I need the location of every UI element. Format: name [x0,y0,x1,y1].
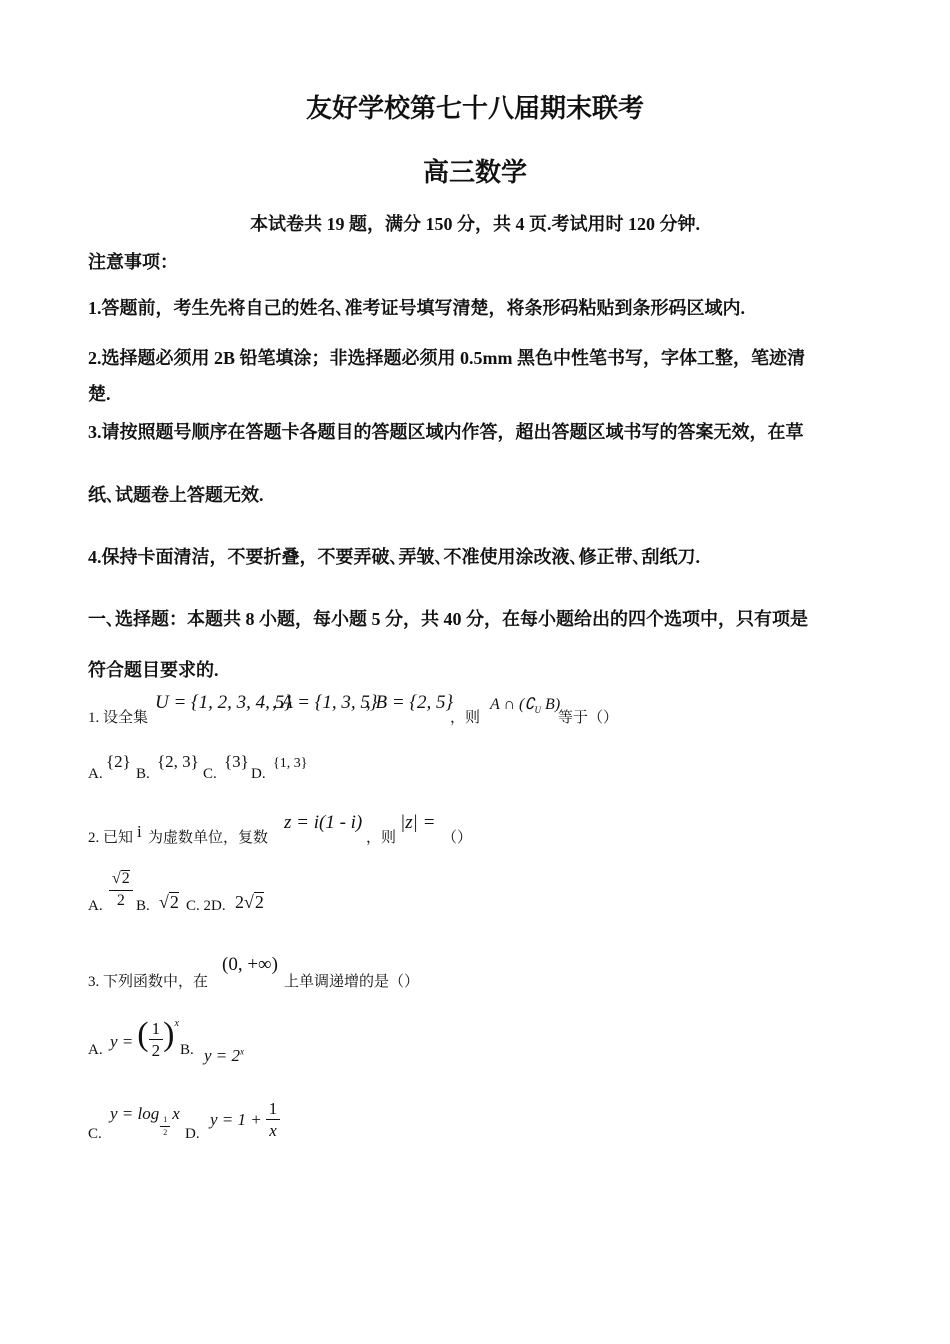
q2-option-d: 2√2 [235,892,264,912]
q3-option-d-label: D. [185,1126,200,1142]
q2-then: ，则 [366,830,397,846]
note-item-1: 1.答题前，考生先将自己的姓名､准考证号填写清楚，将条形码粘贴到条形码区域内. [88,298,745,318]
q2-imaginary-unit: i [137,822,142,841]
q1-suffix: 等于（） [558,710,619,726]
question-2-prefix: 2. 已知 [88,830,134,846]
section-heading-line1: 一､选择题：本题共 8 小题，每小题 5 分，共 40 分，在每小题给出的四个选项中，只有项是 [88,609,808,629]
q2-middle-text: 为虚数单位，复数 [148,830,269,846]
q3-suffix: 上单调递增的是（） [284,974,420,990]
q3-interval: (0, +∞) [222,954,278,975]
q2-abs-expression: |z| = [400,812,436,833]
q1-option-d-label: D. [251,766,266,782]
question-3-prefix: 3. 下列函数中，在 [88,974,209,990]
exam-title: 友好学校第七十八届期末联考 [305,94,644,123]
q2-option-b-label: B. [136,898,150,914]
q1-set-u: U = {1, 2, 3, 4, 5} [155,692,292,713]
q2-suffix: （） [442,830,473,846]
exam-subtitle: 高三数学 [422,158,527,187]
exam-info: 本试卷共 19 题，满分 150 分，共 4 页.考试用时 120 分钟. [250,214,700,234]
q3-option-a-label: A. [88,1042,103,1058]
q2-option-b: √2 [159,892,179,912]
note-item-4: 4.保持卡面清洁，不要折叠，不要弄破､弄皱､不准使用涂改液､修正带､刮纸刀. [88,547,700,567]
q1-option-a: {2} [106,752,131,771]
q1-option-b: {2, 3} [157,752,199,771]
section-heading-line2: 符合题目要求的. [88,660,219,680]
note-item-3-line1: 3.请按照题号顺序在答题卡各题目的答题区域内作答，超出答题区域书写的答案无效，在草 [88,422,804,442]
q1-option-d: {1, 3} [273,756,308,771]
q2-option-a-label: A. [88,898,103,914]
note-item-3-line2: 纸､试题卷上答题无效. [88,485,264,505]
q1-option-a-label: A. [88,766,103,782]
q1-set-a: , A = {1, 3, 5} [272,692,378,713]
question-1-prefix: 1. 设全集 [88,710,149,726]
note-item-2-line2: 楚. [88,384,111,404]
note-item-2-line1: 2.选择题必须用 2B 铅笔填涂；非选择题必须用 0.5mm 黑色中性笔书写，字体工整，笔迹清 [88,348,805,368]
q1-option-c: {3} [224,752,249,771]
q3-option-c-label: C. [88,1126,102,1142]
q2-option-a: $\frac{√2}{2}$ [109,870,133,909]
q2-option-c-d-label: C. 2D. [186,898,226,914]
notes-heading: 注意事项： [88,252,178,272]
q1-expression: A ∩ ($∁_U$ B) [490,696,561,716]
q3-option-d: y = 1 + $\frac{1}{x}$ [210,1100,280,1139]
q1-set-b: , B = {2, 5} [366,692,454,713]
q1-then: ，则 [450,710,481,726]
q3-option-b-label: B. [180,1042,194,1058]
q3-option-a: y = ( $\frac{1}{2}$ ) x [110,1016,179,1060]
q2-z-expression: z = i(1 - i) [284,812,363,833]
q3-option-b: $y = 2^x$ [204,1046,245,1065]
q1-option-b-label: B. [136,766,150,782]
q1-option-c-label: C. [203,766,217,782]
q3-option-c: y = log $\frac{1}{2}$ x [110,1104,180,1137]
